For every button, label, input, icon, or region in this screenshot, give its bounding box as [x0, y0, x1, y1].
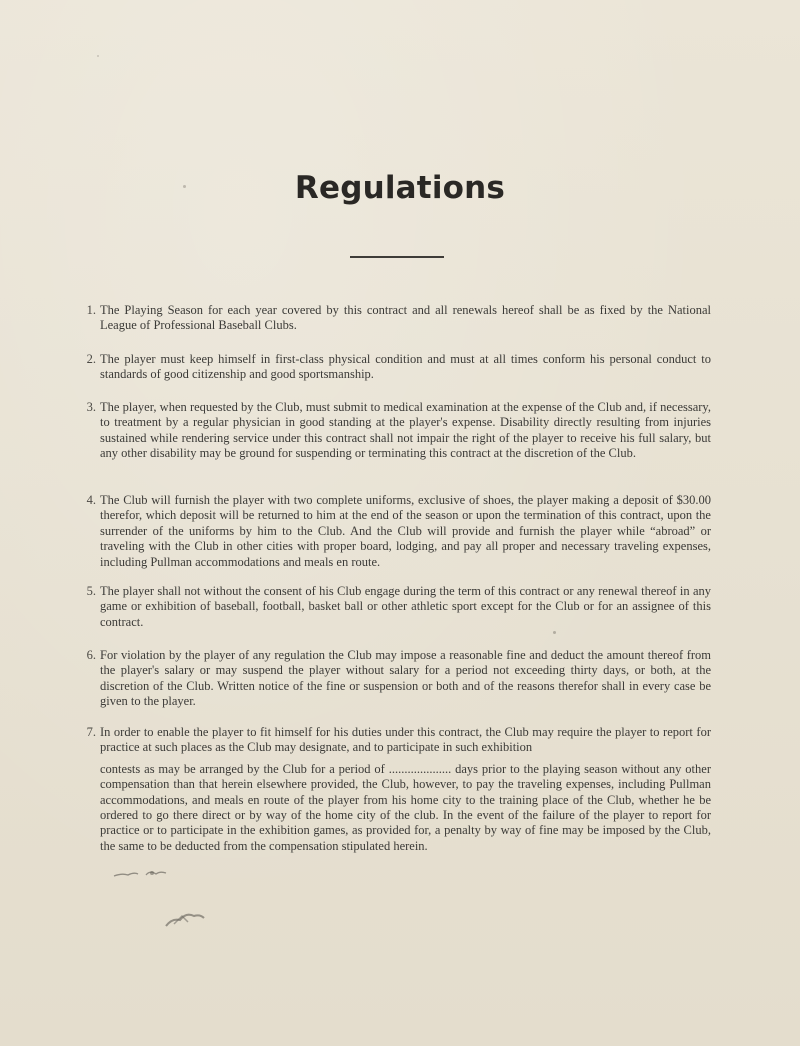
regulation-number: 5. [86, 584, 96, 598]
regulation-paragraph: The player, when requested by the Club, must submit to medical examination at the expense of the Club and, if necessary, to treatment by a regular physician in good standing at the player's expense. Disability directly resulting from injuries sustained while rendering service under this contract shall not impair the right of the player to receive his full salary, but any other disability may be ground for suspending or terminating this contract at the discretion of the Club. [100, 400, 711, 461]
regulation-paragraph: The Playing Season for each year covered by this contract and all renewals hereof shall be as fixed by the National League of Professional Baseball Clubs. [100, 303, 711, 333]
regulation-text [100, 648, 711, 710]
regulation-paragraph: The player shall not without the consent of his Club engage during the term of this contract or any renewal thereof in any game or exhibition of baseball, football, basket ball or other athletic sport except for the Club or for an assignee of this contract. [100, 584, 711, 629]
regulation-number: 4. [86, 493, 96, 507]
ink-smudge-mark [160, 906, 210, 930]
regulation-text [100, 352, 711, 383]
regulation-paragraph: The Club will furnish the player with two complete uniforms, exclusive of shoes, the player making a deposit of $30.00 therefor, which deposit will be returned to him at the end of the season or upon the termination of this contract, upon the surrender of the uniforms by him to the Club. And the Club will provide and furnish the player while “abroad” or traveling with the Club in other cities with proper board, lodging, and pay all proper and necessary traveling expenses, including Pullman accommodations and meals en route. [100, 493, 711, 569]
regulation-text [100, 725, 711, 854]
regulation-text [100, 584, 711, 630]
regulation-number: 6. [86, 648, 96, 662]
paper-speck [183, 185, 186, 188]
regulation-paragraph: In order to enable the player to fit himself for his duties under this contract, the Club may require the player to report for practice at such places as the Club may designate, and to participate in such exhibition [100, 725, 711, 755]
paper-speck [97, 55, 99, 57]
paper-speck [553, 631, 556, 634]
ink-smudge-mark [112, 866, 172, 880]
regulation-text [100, 493, 711, 570]
page-title: Regulations [294, 170, 506, 206]
regulation-number: 2. [86, 352, 96, 366]
regulation-number: 7. [86, 725, 96, 739]
regulation-continuation: contests as may be arranged by the Club for a period of .................... days prior to the playing season without any other compensation than that herein elsewhere provided, the Club, however, to pay the traveling expenses, including Pullman accommodations, and meals en route of the player from his home city to the training place of the Club, whether he be ordered to go there direct or by way of the home city of the club. In the event of the failure of the player to report for practice or to participate in the exhibition games, as provided for, a penalty by way of fine may be imposed by the Club, the same to be deducted from the compensation stipulated herein. [100, 761, 711, 853]
regulation-text [100, 303, 711, 334]
title-underline [350, 256, 444, 258]
regulation-number: 1. [86, 303, 96, 317]
regulation-paragraph: The player must keep himself in first-class physical condition and must at all times conform his personal conduct to standards of good citizenship and good sportsmanship. [100, 352, 711, 382]
regulation-paragraph: For violation by the player of any regulation the Club may impose a reasonable fine and deduct the amount thereof from the player's salary or may suspend the player without salary for a period not exceeding thirty days, or both, at the discretion of the Club. Written notice of the fine or suspension or both and of the reasons therefor shall in every case be given to the player. [100, 648, 711, 709]
regulation-number: 3. [86, 400, 96, 414]
regulation-text [100, 400, 711, 462]
